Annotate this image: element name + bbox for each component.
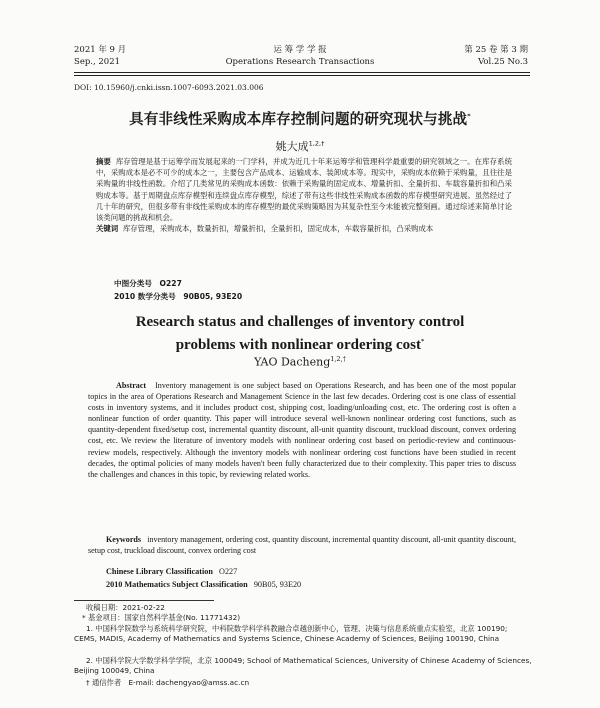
en-title-mark: * bbox=[421, 338, 425, 345]
en-title-line2: problems with nonlinear ordering cost bbox=[175, 337, 422, 353]
en-keywords-text: inventory management, ordering cost, quantity discount, incremental quantity discount, all-unit quantity discount, setup cost, truckload discount, convex ordering cost bbox=[88, 535, 516, 556]
en-abstract bbox=[88, 380, 516, 480]
cn-abstract-label: 摘要 bbox=[96, 157, 111, 166]
footnote-affiliation-2 bbox=[74, 656, 532, 677]
en-msc bbox=[106, 580, 301, 589]
header-volume-en: Vol.25 No.3 bbox=[478, 57, 528, 67]
footnote-affiliation-1 bbox=[74, 624, 532, 645]
en-title-line2-wrap bbox=[0, 332, 600, 355]
cn-clc: 中图分类号 O227 bbox=[114, 279, 182, 288]
en-msc-label: 2010 Mathematics Subject Classification bbox=[106, 580, 248, 589]
en-title-line1: Research status and challenges of inventory control bbox=[135, 314, 465, 330]
en-keywords-label: Keywords bbox=[106, 535, 142, 544]
cn-keywords-label: 关键词 bbox=[96, 224, 119, 234]
header-journal-en: Operations Research Transactions bbox=[225, 57, 375, 67]
cn-author bbox=[0, 138, 600, 154]
en-title bbox=[0, 313, 600, 355]
header-rule-thin bbox=[74, 75, 530, 76]
footnote-rule bbox=[74, 600, 214, 601]
footnote-aff2-text: 2. 中国科学院大学数学科学学院，北京 100049; School of Mathematical Sciences, University of Chinese Academy of Sciences, Beijing 100049, China bbox=[74, 656, 532, 676]
footnote-corresponding bbox=[74, 678, 532, 688]
en-abstract-text: Inventory management is one subject based on Operations Research, and has been one of the most popular topics in the area of Operations Research and Management Science in the last few decades. Ordering cost is one class of essential costs in inventory systems, and it includes product cost, shipping cost, loading/unloading cost, etc. The ordering cost is often a nonlinear function of order quantity. This paper will introduce several well-known nonlinear ordering cost functions, such as quantity-dependent fixed/setup cost, incremental quantity discount, all-unit quantity discount, truckload discount, convex ordering cost, etc. We review the literature of inventory models with nonlinear ordering cost based on periodic-review and continuous-review models, respectively. Although the inventory models with nonlinear ordering cost functions have been studied in recent decades, the optimal policies of many models haven't been fully characterized due to their complexity. This paper tries to discuss the challenges and chances in this topic, by reviewing related works. bbox=[88, 381, 516, 479]
cn-keywords-text: 库存管理，采购成本，数量折扣，增量折扣，全量折扣，固定成本，车载容量折扣，凸采购成本 bbox=[122, 224, 434, 234]
cn-title bbox=[0, 108, 600, 129]
footnote-received bbox=[74, 603, 532, 613]
en-msc-value: 90B05, 93E20 bbox=[253, 580, 302, 589]
en-clc-label: Chinese Library Classification bbox=[106, 567, 213, 576]
footnote-fund bbox=[74, 613, 532, 623]
en-clc-value: O227 bbox=[219, 567, 238, 576]
en-author-name: YAO Dacheng bbox=[254, 355, 331, 369]
footnote-corresponding-text[interactable]: † 通信作者 E-mail: dachengyao@amss.ac.cn bbox=[86, 678, 250, 687]
en-keywords bbox=[88, 534, 516, 556]
en-clc bbox=[106, 567, 237, 576]
header-date-en: Sep., 2021 bbox=[74, 57, 121, 67]
header-volume-cn: 第 25 卷 第 3 期 bbox=[464, 45, 528, 55]
header-volume bbox=[464, 44, 528, 68]
header-rule bbox=[74, 72, 530, 73]
footnote-received-text: 收稿日期：2021-02-22 bbox=[86, 603, 165, 612]
en-abstract-label: Abstract bbox=[116, 381, 147, 390]
cn-msc: 2010 数学分类号 90B05, 93E20 bbox=[114, 292, 243, 301]
cn-author-name: 姚大成 bbox=[275, 140, 309, 153]
en-author bbox=[0, 355, 600, 369]
footnote-fund-text: * 基金项目：国家自然科学基金(No. 11771432) bbox=[82, 613, 241, 622]
cn-title-mark: * bbox=[467, 112, 471, 121]
cn-abstract-text: 库存管理是基于运筹学而发展起来的一门学科，并成为近几十年来运筹学和管理科学最重要的研究领域之一。在库存系统中，采购成本是必不可少的成本之一，主要包含产品成本、运输成本、装卸成本等。现实中，采购成本依赖于采购量，且往往是采购量的非线性函数。介绍了几类常见的采购成本函数：依赖于采购量的固定成本、增量折扣、全量折扣、车载容量折扣和凸采购成本等。基于周期盘点库存模型和连续盘点库存模型，综述了带有这些非线性采购成本函数的库存模型研究进展。虽然经过了几十年的研究，但很多带有非线性采购成本的库存模型的最优采购策略因为其复杂性至今未能被完整刻画。通过综述来简单讨论该类问题的挑战和机会。 bbox=[96, 157, 512, 223]
cn-title-text: 具有非线性采购成本库存控制问题的研究现状与挑战 bbox=[129, 112, 468, 128]
cn-author-sup: 1,2,† bbox=[308, 139, 325, 148]
cn-abstract bbox=[96, 156, 512, 234]
header-journal-cn: 运 筹 学 学 报 bbox=[273, 45, 327, 55]
header-date-cn: 2021 年 9 月 bbox=[74, 45, 127, 55]
en-author-sup: 1,2,† bbox=[330, 355, 346, 363]
footnote-aff1-text: 1. 中国科学院数学与系统科学研究院，中科院数学科学科教融合卓越创新中心，管理、决策与信息系统重点实验室，北京 100190; CEMS, MADIS, Academy of Mathematics and Systems Science, Chinese Academy of Sciences, Beijing 100190, China bbox=[74, 624, 508, 644]
doi[interactable]: DOI: 10.15960/j.cnki.issn.1007-6093.2021.03.006 bbox=[74, 83, 264, 92]
